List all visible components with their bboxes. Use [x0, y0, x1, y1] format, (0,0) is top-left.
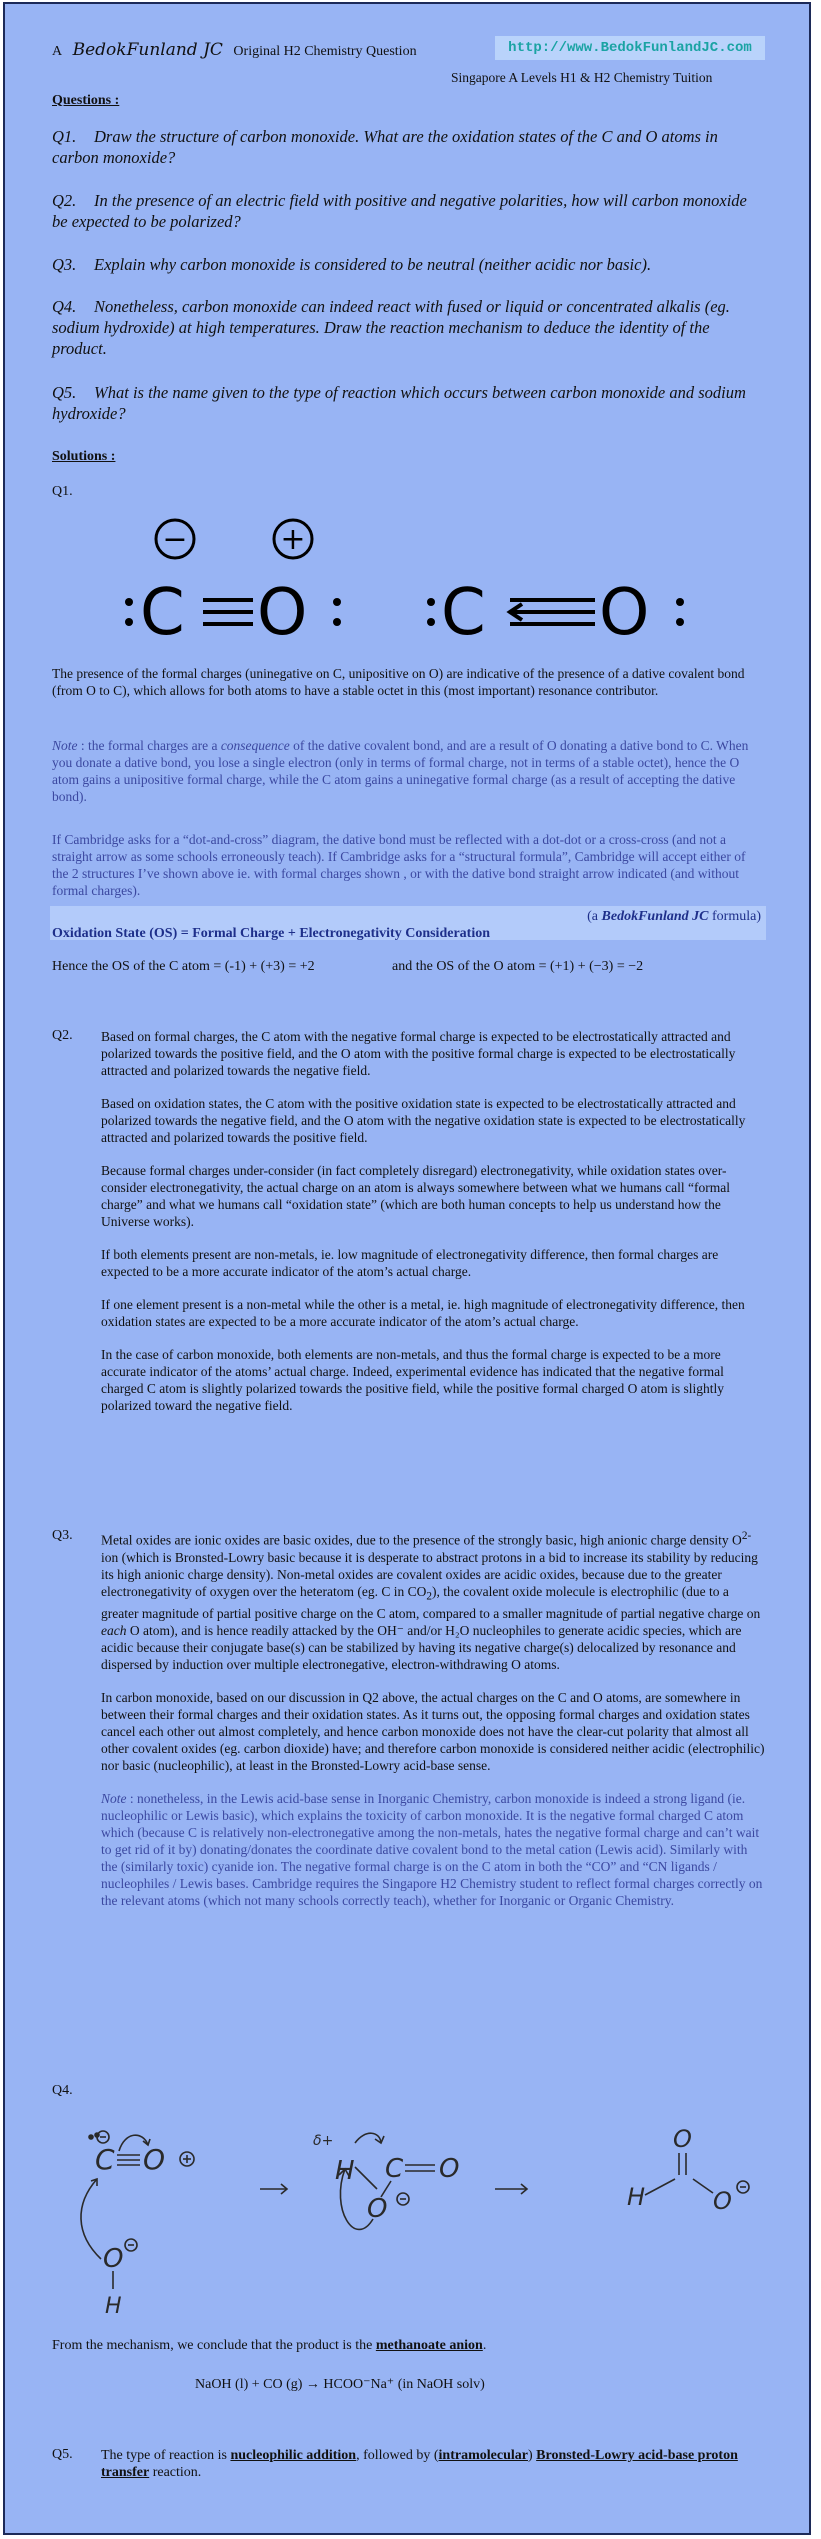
solutions-heading: Solutions :	[52, 449, 116, 464]
q2-paragraph: Based on formal charges, the C atom with the negative formal charge is expected to be electrostatically attracted and polarized towards the positive field, and the O atom with the positive formal charge is expected to be electrostatically attracted and polarized towards the negative field.	[101, 1029, 736, 1078]
question-1: Q1. Draw the structure of carbon monoxide. What are the oxidation states of the C and O atoms in carbon monoxide?	[52, 127, 718, 167]
sketch-carbon: C	[385, 2154, 404, 2184]
q4-conclusion: From the mechanism, we conclude that the product is the methanoate anion.	[52, 2338, 487, 2353]
question-5: Q5. What is the name given to the type of reaction which occurs between carbon monoxide and sodium hydroxide?	[52, 383, 746, 423]
sketch-oxygen: O	[103, 2244, 124, 2274]
reaction-type: nucleophilic addition	[230, 2448, 357, 2463]
questions-heading: Questions :	[52, 93, 120, 108]
q5-answer: The type of reaction is nucleophilic addition, followed by (intramolecular) Bronsted-Lowry acid-base proton transfer reaction.	[101, 2448, 738, 2480]
document-page	[3, 2, 811, 2535]
tuition-subtitle: Singapore A Levels H1 & H2 Chemistry Tuition	[451, 70, 713, 85]
q2-answer	[101, 1028, 765, 1430]
q2-paragraph: Based on oxidation states, the C atom with the positive oxidation state is expected to be electrostatically attracted and polarized towards the negative field, and the O atom with the negative oxidation state is expected to be electrostatically attracted and polarized towards the positive field.	[101, 1096, 746, 1145]
header-prefix: A	[52, 44, 63, 59]
q5-label: Q5.	[52, 2447, 73, 2462]
formula-credit: (a BedokFunland JC formula)	[587, 909, 761, 924]
q3-paragraph: Metal oxides are ionic oxides are basic oxides, due to the presence of the strongly basic, high anionic charge density $O^{2-}$ ion (which is Bronsted-Lowry basic because it is desperate to abstract protons in a bid to increase its stability by reducing its high anionic charge density). Non-metal oxides are covalent oxides are acidic oxides, because due to the greater electronegativity of oxygen over the heteratom (eg. C in $CO_2$), the covalent oxide molecule is electrophilic (due to a greater magnitude of partial positive charge on the C atom, compared to a smaller magnitude of partial negative charge on each O atom), and is hence readily attacked by the OH⁻ and/or H₂O nucleophiles to generate acidic species, which are acidic because their conjugate base(s) can be stabilized by having its negative charge(s) delocalized by resonance and dispersed by induction over multiple electronegative, electron-withdrawing O atoms.	[101, 1530, 761, 1673]
question-4: Q4. Nonetheless, carbon monoxide can indeed react with fused or liquid or concentrated alkalis (eg. sodium hydroxide) at high temperatures. Draw the reaction mechanism to deduce the identity of the product.	[52, 297, 730, 358]
plus-sign: +	[280, 522, 306, 557]
doc-title: Original H2 Chemistry Question	[233, 44, 417, 59]
product-name: methanoate anion	[375, 2338, 483, 2353]
os-carbon: Hence the OS of the C atom = (-1) + (+3) = +2	[52, 959, 315, 974]
q1-label: Q1.	[52, 484, 73, 499]
os-oxygen: and the OS of the O atom = (+1) + (−3) = −2	[392, 959, 644, 974]
q1-explanation: The presence of the formal charges (uninegative on C, unipositive on O) are indicative of the presence of a dative covalent bond (from O to C), which allows for both atoms to have a stable octet in this (most important) resonance contributor.	[52, 666, 745, 698]
reaction-equation: NaOH (l) + CO (g) → HCOO⁻Na⁺ (in NaOH solv)	[195, 2377, 485, 2392]
mechanism-sketch	[55, 2109, 775, 2319]
q3-note: Note : nonetheless, in the Lewis acid-base sense in Inorganic Chemistry, carbon monoxide is indeed a strong ligand (ie. nucleophilic or Lewis basic), which explains the toxicity of carbon monoxide. It is the negative formal charged C atom which (because C is relatively non-electronegative among the non-metals, hates the negative formal charge and can’t wait to get rid of it by) donating/donates the coordinate dative covalent bond to the metal cation (Lewis acid). Similarly with the (similarly toxic) cyanide ion. The negative formal charge is on the C atom in both the “CO” and “CN ligands / nucleophiles / Lewis bases. Cambridge requires the Singapore H2 Chemistry student to reflect formal charges correctly on the relevant atoms (which not many schools correctly teach), whether for Inorganic or Organic Chemistry.	[101, 1791, 763, 1909]
carbon-atom-label: C	[140, 576, 185, 649]
question-3: Q3. Explain why carbon monoxide is considered to be neutral (neither acidic nor basic).	[52, 255, 652, 274]
oxygen-atom-label: O	[257, 576, 308, 649]
sketch-hydrogen: H	[627, 2183, 646, 2211]
delta-plus-label: δ+	[313, 2133, 334, 2149]
sketch-hydrogen: H	[335, 2156, 355, 2186]
sketch-oxygen: O	[367, 2194, 388, 2224]
q3-label: Q3.	[52, 1528, 73, 1543]
proton-transfer-label: Bronsted-Lowry acid-base proton transfer	[101, 2448, 738, 2480]
q2-paragraph: Because formal charges under-consider (in fact completely disregard) electronegativity, while oxidation states over-consider electronegativity, the actual charge on an atom is always somewhere between what we humans call “formal charge” and what we humans call “oxidation state” (which are both human concepts to help us understand how the Universe works).	[101, 1163, 731, 1229]
q2-label: Q2.	[52, 1028, 73, 1043]
website-link[interactable]: http://www.BedokFunlandJC.com	[495, 36, 765, 60]
sketch-oxygen: O	[439, 2154, 460, 2184]
oxygen-atom-label: O	[599, 576, 650, 649]
header-title	[52, 40, 417, 60]
co-dative-bond-structure	[427, 576, 684, 649]
sketch-hydrogen: H	[105, 2294, 122, 2319]
q3-answer	[101, 1528, 765, 1925]
sketch-carbon: C	[95, 2143, 115, 2176]
q1-cambridge-note: If Cambridge asks for a “dot-and-cross” diagram, the dative bond must be reflected with a dot-dot or a cross-cross (and not a straight arrow as some schools erroneously teach). If Cambridge asks for a “structural formula”, Cambridge will accept either of the 2 structures I’ve shown above ie. with formal charges shown , or with the dative bond straight arrow indicated (and without formal charges).	[52, 832, 746, 898]
sketch-oxygen: O	[713, 2187, 732, 2215]
curly-arrow	[81, 2179, 101, 2259]
q2-paragraph: In the case of carbon monoxide, both elements are non-metals, and thus the formal charge is expected to be a more accurate indicator of the atoms’ actual charge. Indeed, experimental evidence has indicated that the negative formal charged C atom is slightly polarized towards the positive field, while the positive formal charged O atom is slightly polarized toward the negative field.	[101, 1347, 725, 1413]
q2-paragraph: If both elements present are non-metals, ie. low magnitude of electronegativity difference, then formal charges are expected to be a more accurate indicator of the atom’s actual charge.	[101, 1247, 719, 1279]
sketch-oxygen: O	[143, 2143, 166, 2176]
carbon-atom-label: C	[441, 576, 486, 649]
minus-sign: −	[162, 522, 188, 557]
q3-paragraph: In carbon monoxide, based on our discussion in Q2 above, the actual charges on the C and O atoms, are somewhere in between their formal charges and their oxidation states. As it turns out, the opposing formal charges and oxidation states cancel each other out almost completely, and hence carbon monoxide does not have the clear-cut polarity that almost all other covalent oxides (eg. carbon dioxide) have; and therefore carbon monoxide is considered neither acidic (electrophilic) nor basic (nucleophilic), at least in the Bronsted-Lowry acid-base sense.	[101, 1690, 765, 1774]
co-structure-diagram	[115, 509, 695, 649]
q1-note: Note : the formal charges are a consequence of the dative covalent bond, and are a result of O donating a dative bond to C. When you donate a dative bond, you lose a single electron (only in terms of formal charge, not in terms of a stable octet), hence the O atom gains a unipositive formal charge, while the C atom gains a uninegative formal charge (as a result of accepting the dative bond).	[52, 738, 749, 804]
brand-logo: BedokFunland JC	[72, 40, 223, 60]
os-formula-title: Oxidation State (OS) = Formal Charge + Electronegativity Consideration	[52, 926, 490, 941]
sketch-oxygen: O	[673, 2125, 692, 2153]
q4-label: Q4.	[52, 2083, 73, 2098]
curly-arrow	[355, 2133, 381, 2143]
q2-paragraph: If one element present is a non-metal while the other is a metal, ie. high magnitude of electronegativity difference, then oxidation states are expected to be a more accurate indicator of the atom’s actual charge.	[101, 1297, 745, 1329]
question-2: Q2. In the presence of an electric field with positive and negative polarities, how will carbon monoxide be expected to be polarized?	[52, 191, 747, 231]
co-formal-charge-structure	[125, 520, 341, 649]
